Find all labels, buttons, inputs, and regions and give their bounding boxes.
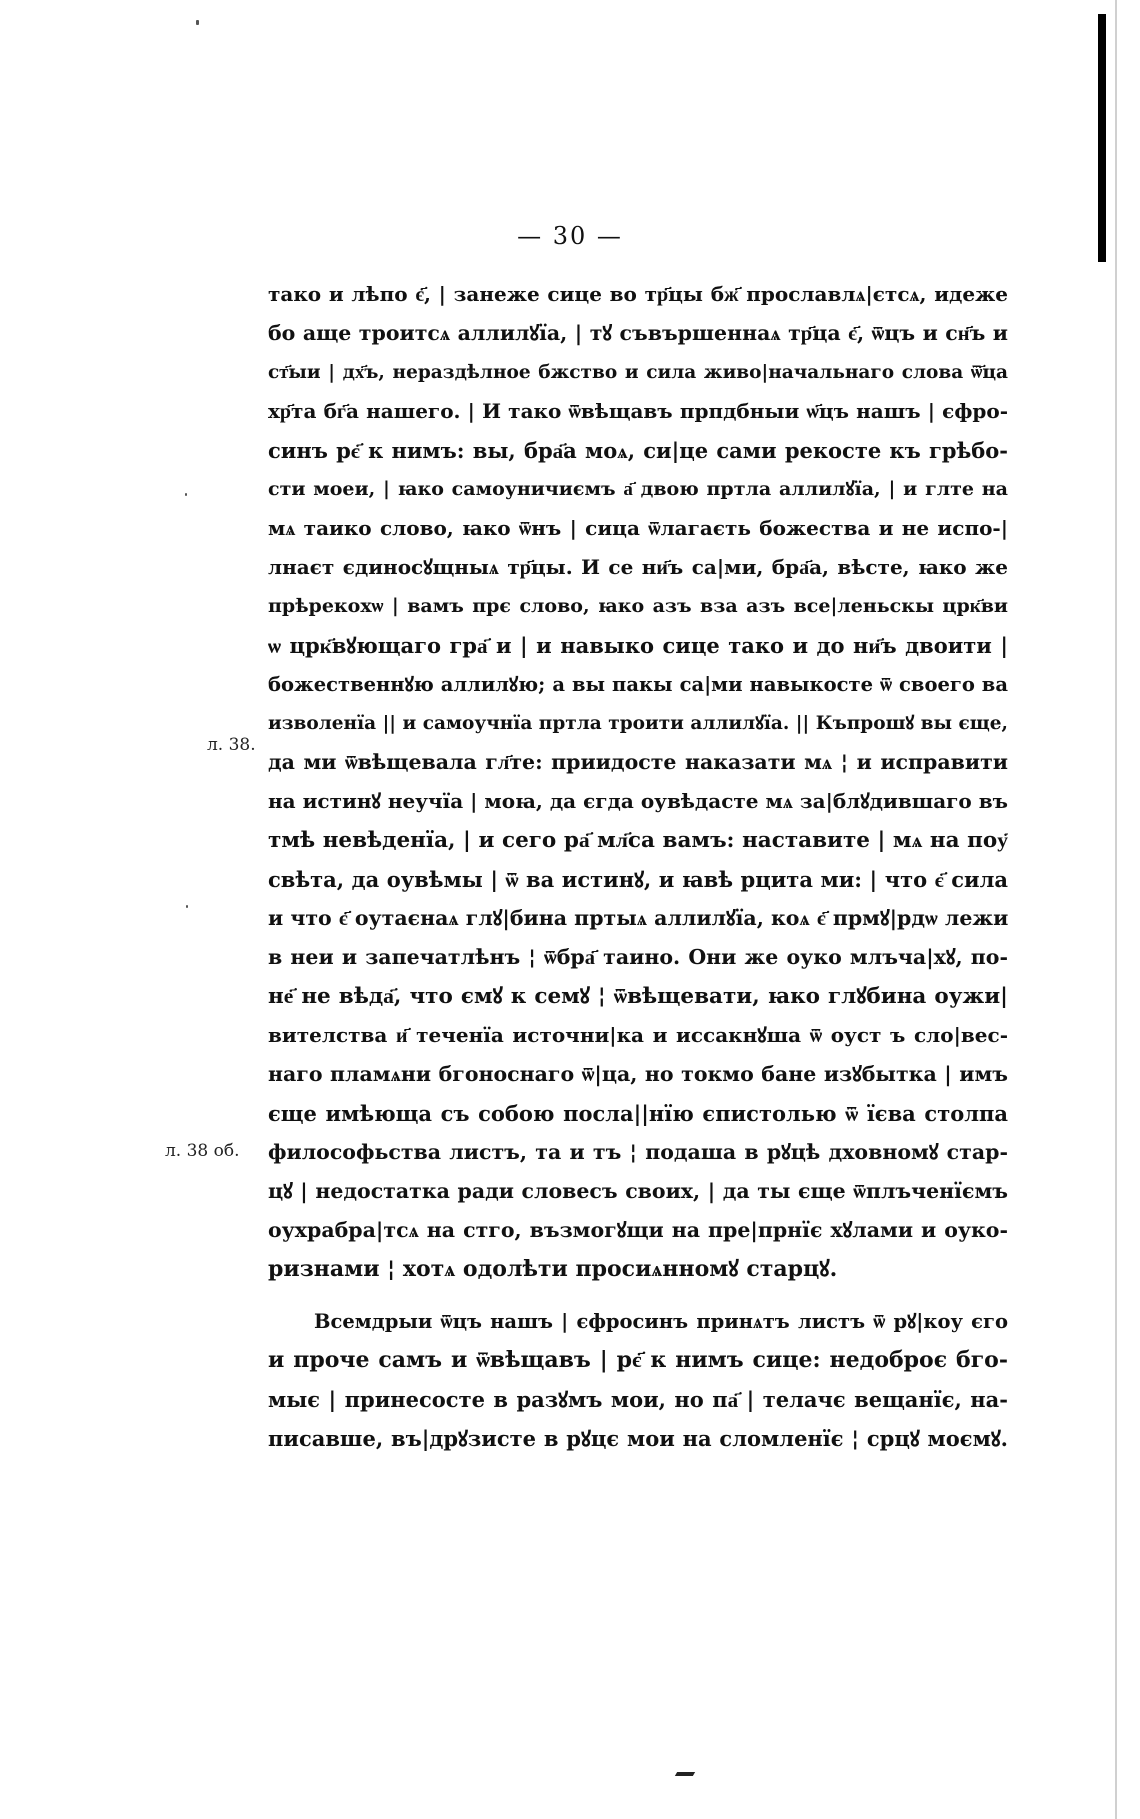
text-line: хр҃та бг҃а нашего. | И тако ѿвѣщавъ прпдбныи ѡ҃цъ нашъ | єфро- (268, 399, 1008, 423)
text-line: мѧ таико слово, ꙗко ѿнъ | сица ѿлагаєть божества и не испо-| (268, 516, 1008, 540)
scan-speck (196, 20, 199, 25)
text-line: и проче самъ и ѿвѣщавъ | рє҃ к нимъ сице: недоброє бго- (268, 1347, 1008, 1373)
text-line: бо аще троитсѧ аллилꙋїа, | тꙋ съвършеннаѧ тр҃ца є҃, ѿцъ и сн҃ъ и (268, 321, 1008, 345)
text-line: писавше, въ|дрꙋзисте в рꙋцє мои на сломленїє ¦ срцꙋ моємꙋ. (268, 1426, 1008, 1451)
text-line: наго пламѧни бгоноснаго ѿ|ца, но токмо бане изꙋбытка | имъ (268, 1062, 1008, 1086)
text-line: вителства и҃ теченїа источни|ка и иссакнꙋша ѿ оуст ъ сло|вес- (268, 1023, 1008, 1047)
text-line: да ми ѿвѣщевала гл҃те: приидосте наказати мѧ ¦ и исправити (268, 750, 1008, 774)
text-line: цꙋ | недостатка ради словесъ своих, | да ты єще ѿплъченїємъ (268, 1179, 1008, 1203)
text-line: тмѣ невѣденїа, | и сего ра҃ мл҃са вамъ: наставите | мѧ на поу҃ (268, 828, 1008, 853)
scan-speck (185, 493, 187, 496)
text-line: на истинꙋ неучїа | моꙗ, да єгда оувѣдасте мѧ за|блꙋдившаго въ (268, 789, 1008, 813)
text-line: синъ рє҃ к нимъ: вы, бра҃а моѧ, си|це сами рекосте къ грѣбо- (268, 438, 1008, 463)
text-line: и что є҃ оутаєнаѧ глꙋ|бина пртыѧ аллилꙋїа, коѧ є҃ прмꙋ|рдѡ лежи (268, 906, 1008, 930)
text-line: єще имѣюща съ собою посла||нїю єпистолью ѿ їєва столпа (268, 1101, 1008, 1126)
text-line: ѡ црк҃вꙋющаго гра҃ и | и навыко сице тако и до ни҃ъ двоити | (268, 633, 1008, 658)
scan-mark (675, 1772, 695, 1776)
body-text (268, 275, 1008, 1458)
margin-note-folio-38-verso: л. 38 об. (165, 1141, 240, 1161)
text-line: мыє | принесосте в разꙋмъ мои, но па҃ | телачє вещанїє, на- (268, 1387, 1008, 1412)
page-edge-shadow (1115, 0, 1117, 1819)
text-line: ризнами ¦ хотѧ одолѣти просиѧнномꙋ старцꙋ. (268, 1256, 838, 1282)
text-line: сти моеи, | ꙗко самоуничиємъ а҃ двою пртла аллилꙋїа, | и глте на (268, 478, 1008, 500)
margin-note-folio-38: л. 38. (207, 735, 256, 755)
text-line: философьства листъ, та и тъ ¦ подаша в рꙋцѣ дховномꙋ стар- (268, 1140, 1008, 1164)
text-line: оухрабра|тсѧ на стго, възмогꙋщи на пре|прнїє хꙋлами и оуко- (268, 1218, 1008, 1242)
scan-speck (186, 905, 188, 908)
text-line: свѣта, да оувѣмы | ѿ ва истинꙋ, и ꙗвѣ рцита ми: | что є҃ сила (268, 867, 1008, 892)
text-line: лнаєт єдиносꙋщныѧ тр҃цы. И се ни҃ъ са|ми, бра҃а, вѣсте, ꙗко же (268, 555, 1008, 579)
text-line: изволенїа || и самоучнїа пртла троити аллилꙋїа. || Къпрошꙋ вы єще, (268, 713, 1008, 734)
page-number: — 30 — (517, 222, 623, 250)
text-line: прѣрекохѡ | вамъ прє слово, ꙗко азъ вза азъ все|леньскы црк҃ви (268, 595, 1008, 617)
text-line: тако и лѣпо є҃, | занеже сице во тр҃цы бж҃ прославлѧ|єтсѧ, идеже (268, 282, 1008, 306)
text-line: ст҃ыи | дх҃ъ, нераздѣлное бжство и сила живо|начальнаго слова ѿ҃ца (268, 362, 1008, 383)
text-line: не҃ не вѣда҃, что ємꙋ к семꙋ ¦ ѿвѣщевати, ꙗко глꙋбина оужи| (268, 984, 1008, 1009)
text-line: в неи и запечатлѣнъ ¦ ѿбра҃ таино. Они же оуко млъча|хꙋ, по- (268, 945, 1008, 969)
text-line: божественнꙋю аллилꙋю; а вы пакы са|ми навыкосте ѿ своего ва (268, 673, 1008, 696)
text-line: Всемдрыи ѿцъ нашъ | єфросинъ принѧтъ листъ ѿ рꙋ|коу єго (314, 1310, 1008, 1333)
